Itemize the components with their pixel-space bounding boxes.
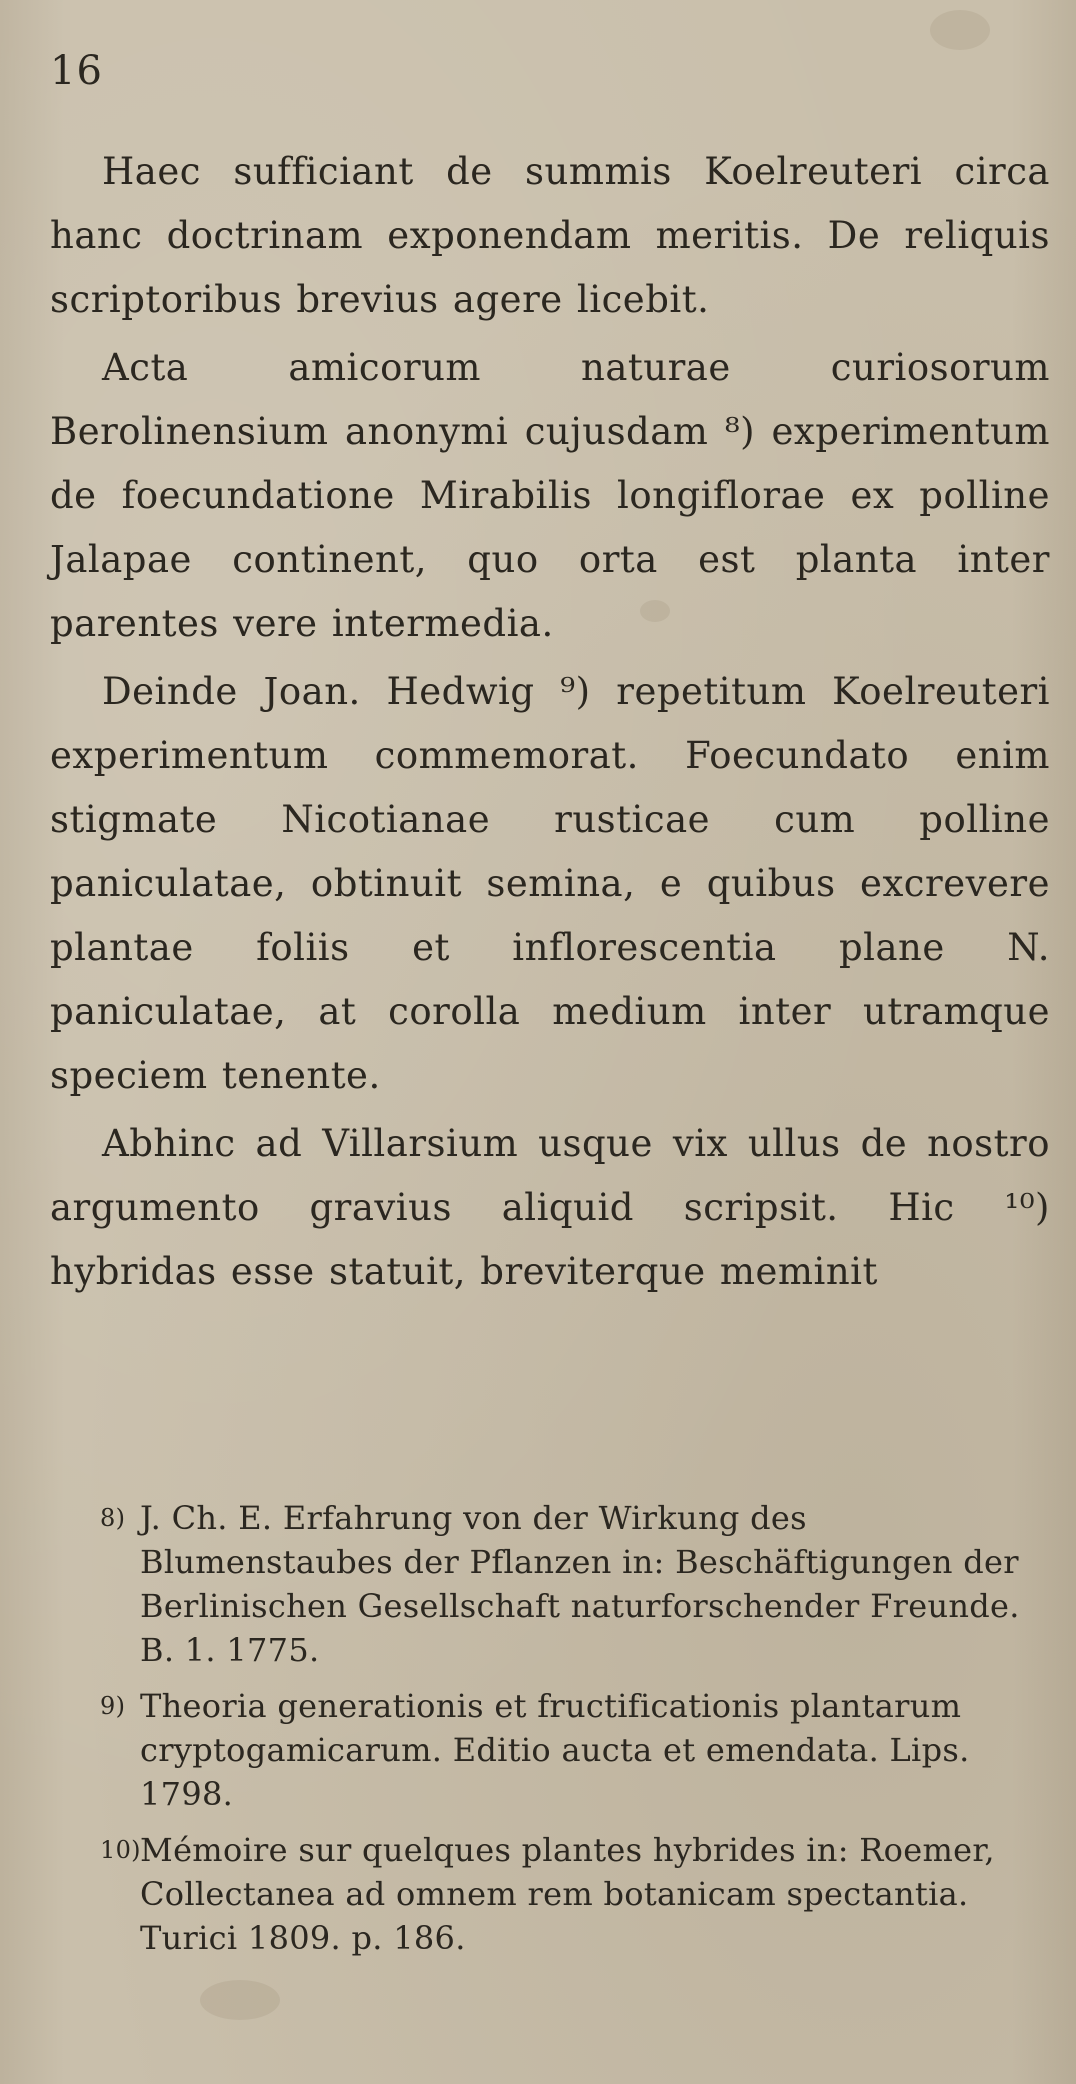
paper-stain: [200, 1980, 280, 2020]
paragraph: Acta amicorum naturae curiosorum Berolinensium anonymi cujusdam ⁸) experimentum de foecundatione Mirabilis longiflorae ex polline Jalapae continent, quo orta est planta inter parentes vere intermedia.: [50, 346, 1050, 645]
footnote-text: J. Ch. E. Erfahrung von der Wirkung des Blumenstaubes der Pflanzen in: Beschäftigungen der Berlinischen Gesellschaft naturforschender Freunde. B. 1. 1775.: [140, 1499, 1020, 1669]
footnote-mark: 9): [100, 1692, 126, 1720]
paragraph: Haec sufficiant de summis Koelreuteri circa hanc doctrinam exponendam meritis. De reliquis scriptoribus brevius agere licebit.: [50, 150, 1050, 321]
paper-stain: [930, 10, 990, 50]
page-number: 16: [50, 48, 103, 94]
main-text: [50, 140, 1050, 1304]
footnote: [100, 1496, 1056, 1672]
footnote-text: Mémoire sur quelques plantes hybrides in: Roemer, Collectanea ad omnem rem botanicam spectantia. Turici 1809. p. 186.: [140, 1831, 995, 1957]
footnote-mark: 10): [100, 1836, 141, 1864]
paragraph: Deinde Joan. Hedwig ⁹) repetitum Koelreuteri experimentum commemorat. Foecundato enim stigmate Nicotianae rusticae cum polline paniculatae, obtinuit semina, e quibus excrevere plantae foliis et inflorescentia plane N. paniculatae, at corolla medium inter utramque speciem tenente.: [50, 670, 1050, 1097]
footnote: [100, 1828, 1056, 1960]
footnote: [100, 1684, 1056, 1816]
footnote-mark: 8): [100, 1504, 126, 1532]
footnotes: [100, 1496, 1056, 1972]
paragraph: Abhinc ad Villarsium usque vix ullus de nostro argumento gravius aliquid scripsit. Hic ¹⁰) hybridas esse statuit, breviterque meminit: [50, 1122, 1050, 1293]
footnote-text: Theoria generationis et fructificationis plantarum cryptogamicarum. Editio aucta et emendata. Lips. 1798.: [140, 1687, 970, 1813]
